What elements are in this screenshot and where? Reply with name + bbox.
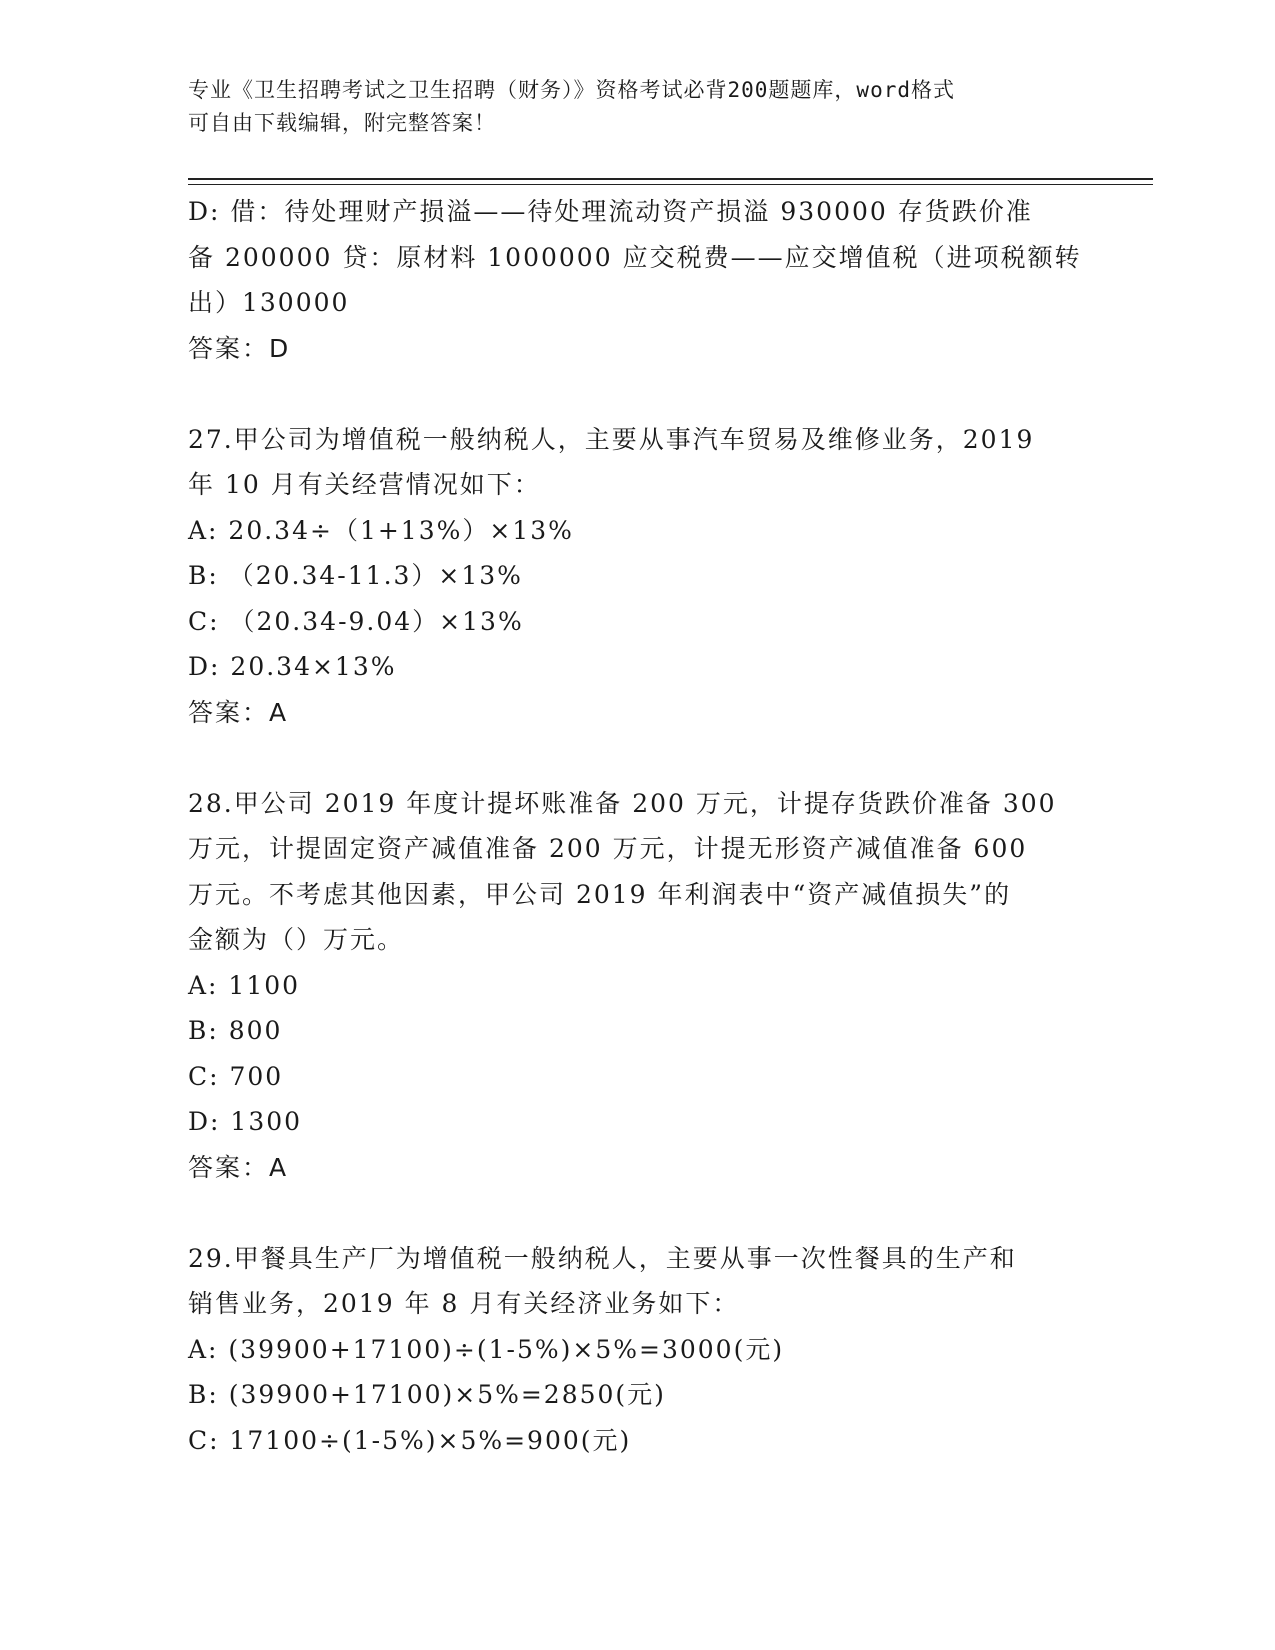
question-29-stem [188, 1236, 1088, 1327]
question-28-option-c: C: 700 [188, 1061, 284, 1091]
question-content [188, 189, 1088, 1463]
header-divider-thin [188, 184, 1153, 185]
question-27-option-d: D: 20.34×13% [188, 652, 397, 681]
question-27-option-a: A: 20.34÷（1+13%）×13% [188, 515, 574, 545]
stem-line: 万元。不考虑其他因素，甲公司 2019 年利润表中“资产减值损失”的 [188, 879, 1012, 909]
option-line: 备 200000 贷：原材料 1000000 应交税费——应交增值税（进项税额转 [188, 242, 1082, 272]
question-26-answer: 答案：D [188, 333, 291, 363]
question-28-answer: 答案：A [188, 1152, 289, 1182]
header-divider-thick [188, 178, 1153, 180]
option-line: 出）130000 [188, 288, 350, 317]
stem-line: 29.甲餐具生产厂为增值税一般纳税人，主要从事一次性餐具的生产和 [188, 1243, 1017, 1273]
question-28-option-d: D: 1300 [188, 1107, 303, 1136]
stem-line: 金额为（）万元。 [188, 925, 405, 954]
spacer [188, 1190, 1088, 1236]
spacer [188, 735, 1088, 781]
question-29-option-b: B: (39900+17100)×5%=2850(元) [188, 1380, 666, 1409]
question-27-stem [188, 417, 1088, 508]
header-line-1: 专业《卫生招聘考试之卫生招聘（财务）》资格考试必背200题题库，word格式 [188, 78, 955, 102]
question-29-option-a: A: (39900+17100)÷(1-5%)×5%=3000(元) [188, 1334, 785, 1364]
question-26-option-d [188, 189, 1088, 326]
header-line-2: 可自由下载编辑，附完整答案！ [188, 111, 496, 135]
question-28-option-a: A: 1100 [188, 970, 301, 1000]
question-27-option-c: C: （20.34-9.04）×13% [188, 606, 524, 636]
stem-line: 销售业务，2019 年 8 月有关经济业务如下： [188, 1289, 740, 1318]
question-28-stem [188, 781, 1088, 963]
option-line: D: 借：待处理财产损溢——待处理流动资产损溢 930000 存货跌价准 [188, 197, 1033, 226]
stem-line: 万元，计提固定资产减值准备 200 万元，计提无形资产减值准备 600 [188, 834, 1028, 863]
stem-line: 年 10 月有关经营情况如下： [188, 470, 541, 499]
question-29-option-c: C: 17100÷(1-5%)×5%=900(元) [188, 1425, 632, 1455]
question-28-option-b: B: 800 [188, 1016, 283, 1045]
document-header [188, 74, 1068, 140]
question-27-option-b: B: （20.34-11.3）×13% [188, 561, 523, 590]
stem-line: 27.甲公司为增值税一般纳税人，主要从事汽车贸易及维修业务，2019 [188, 424, 1035, 454]
question-27-answer: 答案：A [188, 697, 289, 727]
stem-line: 28.甲公司 2019 年度计提坏账准备 200 万元，计提存货跌价准备 300 [188, 788, 1057, 818]
spacer [188, 371, 1088, 417]
